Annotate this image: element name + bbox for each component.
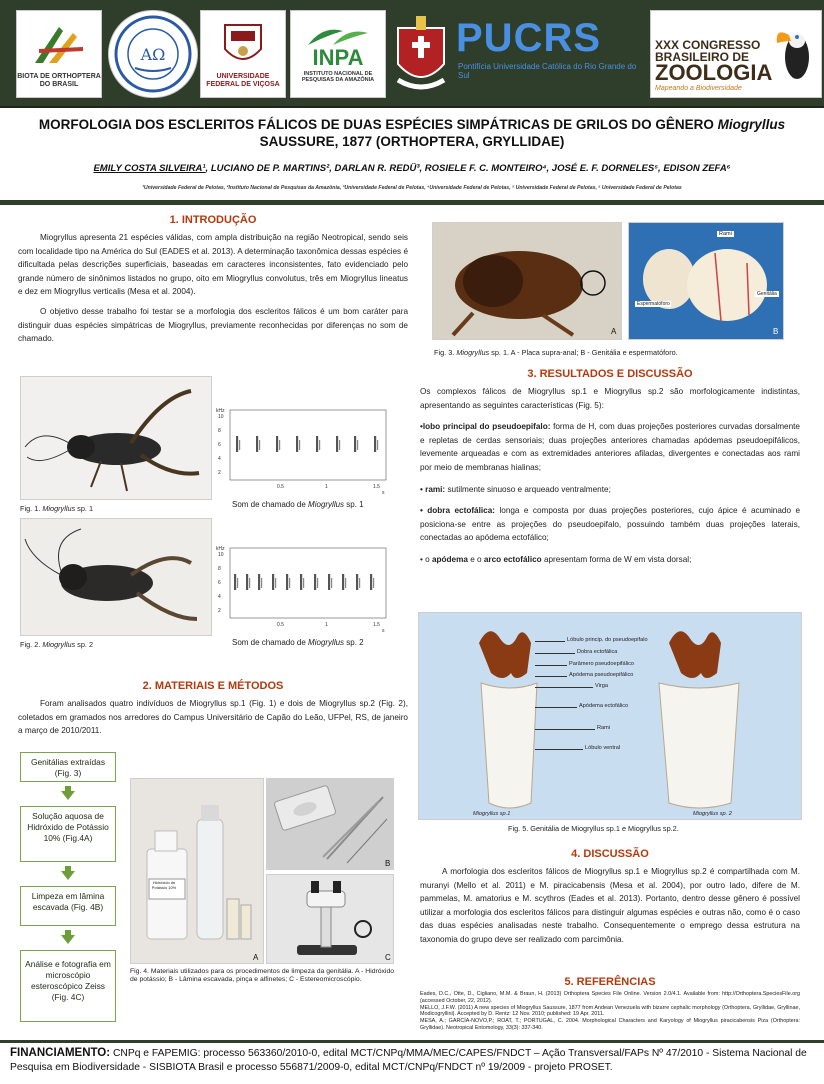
fig3-label-genitalia: Genitália [757,291,777,297]
fig3-label-b: B [773,327,779,336]
fig5-label-dobra: Dobra ectofálica [577,649,618,655]
funding-label: FINANCIAMENTO: [10,1047,111,1059]
intro-heading: 1. INTRODUÇÃO [169,214,257,226]
fig3-label-a: A [611,327,617,336]
spectrogram-pulse [339,440,340,450]
title-line2: SAUSSURE, 1877 (ORTHOPTERA, GRYLLIDAE) [259,134,565,149]
spectrogram-xtick: 1 [325,622,328,628]
fig3-caption: Fig. 3. Miogryllus sp. 1. A - Placa supra-anal; B - Genitália e espermatóforo. [434,348,678,357]
spectrogram-xtick: 0.5 [277,622,284,628]
spectrogram-pulse [345,578,346,588]
spectrogram-pulse [319,440,320,450]
results-bullet-1: •lobo principal do pseudoepifalo: forma de H, com duas projeções posteriores curvadas dorsalmente e repletas de cerdas sensoriais; duas projeções anteriores chamadas apódemas pseudoepifálicos, levemente arqueadas e com as extremidades anteriores afiladas, divergentes e conectadas aos rami por meio de membranas hialinas; [420,422,800,472]
spectrogram-ytick: 6 [218,442,221,448]
fig5-leader-lobulo [535,641,565,642]
spectrogram-pulse [336,436,338,452]
flow-arrow-1-icon [61,791,75,800]
flow-arrow-2-icon [61,871,75,880]
title-genus: Miogryllus [717,117,786,132]
spectrogram-pulse [296,436,298,452]
spectrogram-pulse [275,578,276,588]
svg-text:AΩ: AΩ [140,45,166,64]
fig1-caption: Fig. 1. Miogryllus sp. 1 [20,504,94,513]
left-column [18,214,408,346]
bottle-photo-icon [131,779,264,964]
cricket-photo-icon [21,377,212,500]
results-section [420,368,800,567]
spectrogram-ytick: 4 [218,594,221,600]
intro-paragraph-1: Miogryllus apresenta 21 espécies válidas, com ampla distribuição na região Neotropical, sendo seis com localidade tipo na América do Sul (EADES et al. 2013). A determinação taxonômica dessas espécies é dificultada pelas descrições superficiais, baseadas em caracteres inconsistentes, fato evidenciado pelo grande número de sinônimos listados no grupo, oito em Miogryllus convolutus, três em Miogryllus lineatus e dez em Miogryllus verticalis (Mesa et al. 2004). [18,233,408,297]
ufv-logo [200,10,286,98]
spectrogram-pulse [299,440,300,450]
spectrogram-ytick: 2 [218,470,221,476]
spectrogram-xlabel: s [382,490,385,496]
fig3-label-rami: Rami [719,231,732,237]
fig5-label-sp1: Miogryllus sp.1 [473,811,511,817]
affiliations: ¹Universidade Federal de Pelotas, ²Instituto Nacional de Pesquisas da Amazônia, ³Universidade Federal de Pelotas, ⁴Universidade Federal de Pelotas, ⁵ Universidade Federal de Pelotas, ⁶ Universidade Federal de Pelotas [142,185,682,191]
spectrogram-pulse [374,436,376,452]
fig5-caption: Fig. 5. Genitália de Miogryllus sp.1 e Miogryllus sp.2. [508,824,679,833]
spectrogram-xtick: 1 [325,484,328,490]
inpa-logo [290,10,386,98]
fig3-label-espermatoforo: Espermatóforo [637,301,670,307]
congress-logo [650,10,822,98]
results-heading: 3. RESULTADOS E DISCUSSÃO [527,368,693,380]
congress-line2: BRASILEIRO DE [655,50,750,64]
fig5-leader-paramero [535,665,567,666]
spectrogram-pulse [357,440,358,450]
spectrogram-pulse [328,574,330,590]
spectrogram-pulse [276,436,278,452]
discussion-section [420,848,800,947]
pucrs-seal [390,10,452,98]
spectrogram-pulse [261,578,262,588]
reference-2: MELLO, J.F.W. (2011) A new species of Miogryllus Saussure, 1877 from Andean Venezuela with bizarre cephalic morphology (Orthoptera, Gryllidae, Gryllinae, Modicogryllini). Accepted by D. Rentz: 12 Nov. 2010; published: 19 Apr. 2011. [420,1004,800,1018]
methods-paragraph: Foram analisados quatro indivíduos de Miogryllus sp.1 (Fig. 1) e dois de Miogryllus sp.2 (Fig. 2), coletados em gramados nos arredores do Campus Universitário de Capão do Leão, UFPel, RS, de janeiro a março de 2010/2011. [18,699,408,736]
spectrogram-2 [214,542,390,634]
spectrogram-pulse [246,574,248,590]
spectrogram-pulse [279,440,280,450]
spectrogram-xtick: 1.5 [373,484,380,490]
ufv-crest-icon [221,19,265,71]
other-authors: , LUCIANO DE P. MARTINS², DARLAN R. REDÜ³, ROSIELE F. C. MONTEIRO⁴, JOSÉ E. F. DORNELES⁵, EDISON ZEFA⁶ [205,163,731,174]
spectrogram-frame [230,548,386,618]
pucrs-crest-icon [392,14,450,94]
fig5-leader-dobra [535,653,575,654]
genitalia-sclerites-icon [419,613,802,820]
funding-text: CNPq e FAPEMIG: processo 563360/2010-0, edital MCT/CNPq/MMA/MEC/CAPES/FNDCT – Ação Transversal/FAPs Nº 47/2010 - Sistema Nacional de Pesquisa em Biodiversidade - SISBIOTA Brasil e processo 556871/2009-0, edital MCT/CNPq/FNDCT nº 19/2009 - projeto PROSET. [10,1048,807,1073]
methods-section [18,680,408,738]
fig5-image [418,612,802,820]
inpa-title: INPA [312,45,364,70]
spectrogram-pulse [286,574,288,590]
fig4-panel-b [266,778,394,870]
fig2-photo [20,518,212,636]
spectrogram-pulse [317,578,318,588]
microscope-icon [267,875,394,964]
spectrogram-pulse [370,574,372,590]
spectrogram-2-caption: Som de chamado de Miogryllus sp. 2 [232,638,364,647]
fig5-label-paramero: Parâmero pseudoepifálico [569,661,634,667]
spectrogram-ytick: 10 [218,552,224,558]
fig4-label-a: A [253,953,259,962]
references-heading: 5. REFERÊNCIAS [564,976,656,988]
inpa-leaf-icon [303,25,373,47]
spectrogram-pulse [237,578,238,588]
cricket-dorsal-icon [433,223,622,340]
spectrogram-pulse [289,578,290,588]
spectrogram-xtick: 1.5 [373,622,380,628]
title-divider [0,200,824,205]
spectrogram-1-plot [214,404,390,496]
spectrogram-xlabel: s [382,628,385,634]
title-line1-prefix: MORFOLOGIA DOS ESCLERITOS FÁLICOS DE DUAS ESPÉCIES SIMPÁTRICAS DE GRILOS DO GÊNERO [38,117,718,132]
discussion-paragraph: A morfologia dos escleritos fálicos de Miogryllus sp.1 e Miogryllus sp.2 é compartilhada com M. muranyi (Mello et al. 2011) e M. piracicabensis (Mesa et al. 2004), por outro lado, difere de M. pammelas, M. amatorius e M. scythros (Eades et al. 2013). Portanto, dentro desse gênero é possível utilizar a morfologia dos escleritos fálicos para distinguir algumas espécies e outras não, como é o caso das duas espécies analisadas neste trabalho. Consequentemente o emprego dessa estrutura na taxonomia do grupo deve ser realizado com parcimônia. [420,867,800,944]
spectrogram-pulse [373,578,374,588]
flow-step-1: Genitálias extraídas (Fig. 3) [20,752,116,782]
spectrogram-pulse [249,578,250,588]
spectrogram-1-caption: Som de chamado de Miogryllus sp. 1 [232,500,364,509]
fig5-leader-apodema-ecto [535,707,577,708]
fig2-caption: Fig. 2. Miogryllus sp. 2 [20,640,94,649]
spectrogram-pulse [236,436,238,452]
spectrogram-ytick: 8 [218,428,221,434]
methods-heading: 2. MATERIAIS E MÉTODOS [142,680,284,692]
reference-3: MESA, A.; GARCÍA-NOVO,P.; ROAT, T.; PORTUGAL, C. 2004. Morphological Characters and Karyology of Miogryllus piracicabensis Piza (Orthoptera: Gryllidae). Neotropical Entomology, 33(3): 337-340. [420,1018,800,1031]
biota-caption: BIOTA DE ORTHOPTERA DO BRASIL [17,73,101,88]
cricket-photo-2-icon [21,519,212,636]
fig5-leader-apodema-pseudo [535,676,567,677]
spectrogram-pulse [272,574,274,590]
spectrogram-pulse [342,574,344,590]
toucan-icon [775,17,817,87]
inpa-caption: INSTITUTO NACIONAL DE PESQUISAS DA AMAZÔNIA [301,71,375,83]
ufv-caption: UNIVERSIDADE FEDERAL DE VIÇOSA [206,73,280,88]
funding [10,1046,814,1075]
spectrogram-pulse [258,574,260,590]
spectrogram-pulse [303,578,304,588]
fig5-leader-virga [535,687,593,688]
results-bullet-3: • dobra ectofálica: longa e composta por duas projeções posteriores, cujo ápice é acuminado e posiciona-se entre as projeções do pseudoepifalo, possuindo também duas projeções laterais, conectadas ao apódema ectofálico; [420,506,800,543]
genitalia-photo-icon [629,223,784,340]
fig5-label-lobulo: Lóbulo princip. do pseudoepifalo [567,637,648,643]
spectrogram-xtick: 0.5 [277,484,284,490]
biota-grasshopper-icon [29,19,89,71]
spectrogram-ytick: 6 [218,580,221,586]
fig4-label-b: B [385,859,391,868]
funding-divider [0,1040,824,1043]
fig5-label-apodema-pseudo: Apódema pseudoepifálico [569,672,634,678]
flow-step-4: Análise e fotografia em microscópio esteroscópico Zeiss (Fig. 4C) [20,950,116,1022]
bottle-label: Hidróxido de Potássio 10% [151,880,177,890]
spectrogram-ytick: 4 [218,456,221,462]
ufpel-seal-icon [113,14,193,94]
fig5-label-lobulo-ventral: Lóbulo ventral [585,745,621,751]
reference-1: Eades, D.C., Otte, D., Cigliano, M.M. & Braun, H. (2013) Orthoptera Species File Online. Version 2.0/4.1. Available from: http://Orthoptera.SpeciesFile.org (accessed October, 22, 2012). [420,991,800,1004]
biota-logo [16,10,102,98]
results-bullet-2: • rami: sutilmente sinuoso e arqueado ventralmente; [420,484,611,494]
spectrogram-pulse [316,436,318,452]
spectrogram-pulse [300,574,302,590]
spectrogram-pulse [239,440,240,450]
spectrogram-2-plot [214,542,390,634]
flow-step-3: Limpeza em lâmina escavada (Fig. 4B) [20,886,116,926]
references-section [420,976,800,1032]
spectrogram-ytick: 2 [218,608,221,614]
fig4-panel-a [130,778,264,964]
fig4-label-c: C [385,953,391,962]
flow-step-2: Solução aquosa de Hidróxido de Potássio 10% (Fig.4A) [20,806,116,862]
fig4-panel-c [266,874,394,964]
fig5-label-sp2: Miogryllus sp. 2 [693,811,732,817]
spectrogram-pulse [354,436,356,452]
spectrogram-pulse [356,574,358,590]
results-intro: Os complexos fálicos de Miogryllus sp.1 e Miogryllus sp.2 são morfologicamente indistintas, apresentando as seguintes características (Fig. 5): [420,387,800,410]
spectrogram-pulse [234,574,236,590]
fig3-panel-a [432,222,622,340]
congress-line3: ZOOLOGIA [655,60,773,85]
pucrs-subtitle: Pontifícia Universidade Católica do Rio Grande do Sul [458,62,637,80]
fig5-label-rami: Rami [597,725,611,731]
congress-line1: XXX CONGRESSO [655,38,761,52]
spectrogram-frame [230,410,386,480]
intro-paragraph-2: O objetivo desse trabalho foi testar se a morfologia dos escleritos fálicos é um bom caráter para distinguir duas espécies simpátricas de Miogryllus, previamente reconhecidas por diferenças no som de chamado. [18,306,408,344]
spectrogram-pulse [359,578,360,588]
ufpel-logo [108,10,198,98]
spectrogram-pulse [314,574,316,590]
spectrogram-pulse [331,578,332,588]
fig5-label-apodema-ecto: Apódema ectofálico [579,703,629,709]
spectrogram-ylabel: kHz [216,546,225,552]
spectrogram-ylabel: kHz [216,408,225,414]
fig5-leader-lobulo-ventral [535,749,583,750]
fig5-leader-rami [535,729,595,730]
slide-tweezers-icon [267,779,394,870]
authors [10,163,814,174]
discussion-heading: 4. DISCUSSÃO [571,848,649,860]
congress-line4: Mapeando a Biodiversidade [655,85,742,92]
results-bullet-4: • o apódema e o arco ectofálico apresentam forma de W em vista dorsal; [420,554,692,564]
fig5-label-virga: Virga [595,683,608,689]
first-author: EMILY COSTA SILVEIRA¹ [93,163,206,174]
poster-title [10,116,814,150]
spectrogram-pulse [259,440,260,450]
spectrogram-1 [214,404,390,496]
spectrogram-pulse [256,436,258,452]
fig3-panel-b [628,222,784,340]
spectrogram-ytick: 10 [218,414,224,420]
fig4-caption: Fig. 4. Materiais utilizados para os procedimentos de limpeza da genitália. A - Hidróxido de potássio; B - Lâmina escavada, pinça e alfinetes; C - Estereomicroscópio. [130,968,394,984]
spectrogram-ytick: 8 [218,566,221,572]
fig1-photo [20,376,212,500]
pucrs-title: PUCRS [456,16,602,60]
flow-arrow-3-icon [61,935,75,944]
spectrogram-pulse [377,440,378,450]
